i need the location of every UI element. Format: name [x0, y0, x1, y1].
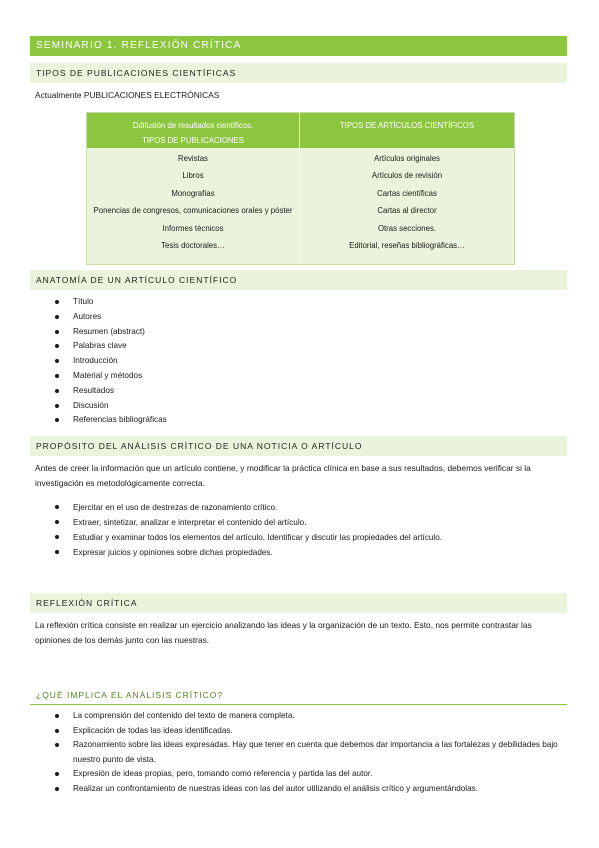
list-item-text: Resumen (abstract) [73, 326, 145, 336]
list-item-text: Cartas al director [377, 206, 437, 216]
bullet-icon [55, 315, 59, 319]
bullet-icon [55, 344, 59, 348]
list-item-text: Palabras clave [73, 341, 127, 351]
list-item-text: Monografías [171, 188, 215, 198]
list-item [55, 724, 560, 739]
proposito-paragraph: Antes de creer la información que un artículo contiene, y modificar la práctica clínica en base a sus resultados, debemos verificar si la investigación es metodológicamente correcta. [35, 463, 531, 488]
section-heading-tipos: TIPOS DE PUBLICACIONES CIENTÍFICAS [30, 63, 567, 83]
list-item-text: Expresar juicios y opiniones sobre dichas propiedades. [73, 548, 273, 557]
bullet-icon [55, 418, 59, 422]
list-item-text: Estudiar y examinar todos los elementos del artículo. Identificar y discutir las propiedades del artículo. [73, 533, 443, 542]
table-cell [304, 223, 510, 234]
list-item [55, 384, 560, 399]
list-item [55, 530, 560, 545]
document-title: SEMINARIO 1. REFLEXIÓN CRÍTICA [30, 36, 567, 56]
table-cell [91, 240, 295, 251]
table-cell [91, 205, 295, 216]
list-item-text: Material y métodos [73, 370, 143, 380]
list-item-text: Referencias bibliográficas [73, 415, 167, 425]
list-item-text: Realizar un confrontamiento de nuestras ideas con las del autor utilizando el análisis crítico y argumentándolas. [73, 783, 479, 793]
list-item [55, 310, 560, 325]
list-item-text: Discusión [73, 400, 109, 410]
bullet-icon [55, 389, 59, 393]
list-item-text: Libros [182, 171, 204, 181]
list-item-text: Ponencias de congresos, comunicaciones orales y póster [93, 206, 293, 216]
list-item [55, 399, 560, 414]
bullet-icon [55, 520, 59, 524]
bullet-icon [55, 714, 59, 718]
list-item [55, 738, 560, 767]
bullet-icon [55, 787, 59, 791]
section-heading-reflexion: REFLEXIÓN CRÍTICA [30, 593, 567, 613]
list-item [55, 515, 560, 530]
list-item-text: Introducción [73, 356, 118, 366]
publications-table [86, 112, 515, 265]
anatomia-list [55, 295, 560, 428]
bullet-icon [55, 374, 59, 378]
table-cell [304, 188, 510, 199]
list-item [55, 782, 560, 797]
table-cell [91, 170, 295, 181]
bullet-icon [55, 404, 59, 408]
section-heading-anatomia: ANATOMÍA DE UN ARTÍCULO CIENTÍFICO [30, 270, 567, 290]
list-item-text: Tesis doctorales… [161, 240, 225, 250]
list-item-text: Explicación de todas las ideas identificadas. [73, 725, 233, 735]
table-col2-list [304, 153, 510, 257]
list-item-text: Artículos originales [374, 154, 440, 163]
column-divider [299, 113, 300, 264]
table-header-col1-line2: TIPOS DE PUBLICACIONES [142, 136, 244, 145]
bullet-icon [55, 772, 59, 776]
list-item [55, 354, 560, 369]
list-item [55, 339, 560, 354]
list-item-text: Ejercitar en el uso de destrezas de razonamiento crítico. [73, 503, 278, 512]
bullet-icon [55, 505, 59, 509]
table-col1-list [91, 153, 295, 257]
table-cell [91, 223, 295, 234]
table-header-col1 [87, 118, 299, 148]
list-item-text: Expresión de ideas propias, pero, tomando como referencia y partida las del autor. [73, 769, 373, 778]
list-item-text: Revistas [178, 154, 208, 163]
list-item [55, 767, 560, 782]
list-item [55, 295, 560, 310]
table-cell [91, 188, 295, 199]
bullet-icon [55, 743, 59, 747]
list-item-text: Resultados [73, 385, 114, 395]
table-header-col2: TIPOS DE ARTÍCULOS CIENTÍFICOS [339, 121, 475, 130]
list-item-text: Informes técnicos [162, 223, 224, 233]
bullet-icon [55, 535, 59, 539]
list-item-text: Cartas científicas [377, 188, 437, 198]
table-cell [91, 153, 295, 164]
reflexion-paragraph: La reflexión crítica consiste en realizar un ejercicio analizando las ideas y la organización de un texto. Esto, nos permite contrastar las opiniones de los demás junto con las nuestras. [35, 620, 532, 645]
table-cell [304, 240, 510, 251]
bullet-icon [55, 359, 59, 363]
list-item [55, 709, 560, 724]
bullet-icon [55, 300, 59, 304]
list-item [55, 369, 560, 384]
list-item-text: Título [73, 297, 94, 306]
section-heading-implica: ¿QUÉ IMPLICA EL ANÁLISIS CRÍTICO? [30, 688, 567, 705]
list-item [55, 500, 560, 515]
implica-list [55, 709, 560, 796]
table-cell [304, 153, 510, 164]
tipos-intro: Actualmente PUBLICACIONES ELECTRÓNICAS [35, 90, 220, 100]
list-item-text: Autores [73, 311, 102, 321]
bullet-icon [55, 729, 59, 733]
list-item-text: Otras secciones. [377, 223, 437, 233]
list-item-text: Razonamiento sobre las ideas expresadas. Hay que tener en cuenta que debemos dar importancia a las fortalezas y debilidades bajo nuestro punto de vista. [73, 740, 558, 764]
proposito-list [55, 500, 560, 560]
list-item-text: Editorial, reseñas bibliográficas… [349, 240, 465, 250]
list-item [55, 413, 560, 428]
table-header-col1-line1: Ddifusión de resultados científicos. [132, 121, 254, 130]
list-item [55, 325, 560, 340]
list-item-text: La comprensión del contenido del texto de manera completa. [73, 711, 295, 720]
list-item-text: Artículos de revisión [371, 171, 443, 181]
table-cell [304, 205, 510, 216]
bullet-icon [55, 550, 59, 554]
bullet-icon [55, 330, 59, 334]
list-item [55, 545, 560, 560]
table-cell [304, 170, 510, 181]
list-item-text: Extraer, sintetizar, analizar e interpretar el contenido del artículo. [73, 518, 307, 527]
section-heading-proposito: PROPÓSITO DEL ANÁLISIS CRÍTICO DE UNA NOTICIA O ARTÍCULO [30, 436, 567, 456]
